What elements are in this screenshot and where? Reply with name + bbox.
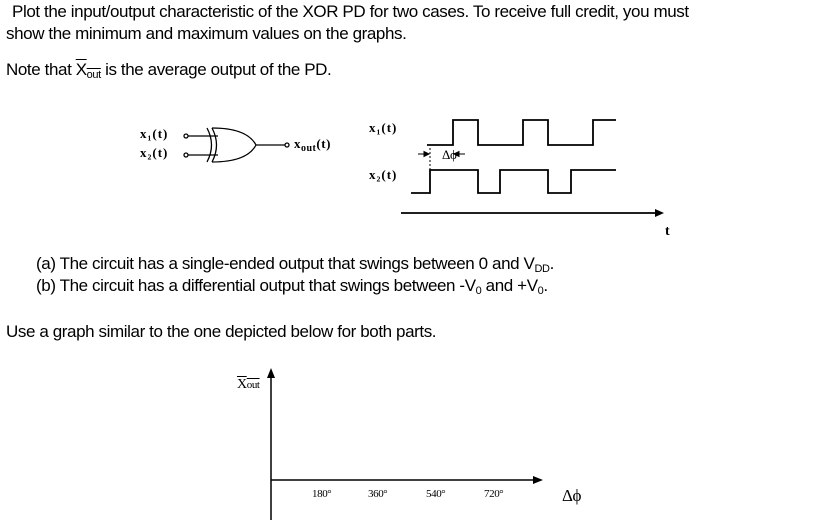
case-a: (a) The circuit has a single-ended output that swings between 0 and VDD. <box>36 254 554 275</box>
note-prefix: Note that <box>6 60 76 79</box>
circuit-output-label: $x_{out}(t)$ <box>294 136 331 154</box>
circuit-input-x2: x₂(t) <box>140 145 169 160</box>
graph-tick-540: 540° <box>426 488 446 500</box>
graph-tick-720: 720° <box>484 488 504 500</box>
case-b: (b) The circuit has a differential output that swings between -V0 and +V0. <box>36 276 548 297</box>
x1-waveform <box>427 120 616 145</box>
phase-delta-label: Δϕ <box>442 147 457 162</box>
problem-line-2: show the minimum and maximum values on the graphs. <box>6 24 407 43</box>
circuit-input-x1: x₁(t) <box>140 126 169 141</box>
xor-gate <box>184 128 289 162</box>
time-axis <box>401 209 664 217</box>
instruction-text: Use a graph similar to the one depicted below for both parts. <box>6 322 437 341</box>
time-axis-label: t <box>665 224 670 239</box>
graph-tick-180: 180° <box>312 488 332 500</box>
waveform-x1-label: x₁(t) <box>369 120 398 135</box>
xout-symbol: Xout <box>75 60 101 81</box>
graph-y-label: Xout <box>237 377 260 392</box>
waveform-x2-label: x₂(t) <box>369 167 398 182</box>
note-suffix: is the average output of the PD. <box>100 60 332 79</box>
graph-x-label: Δϕ <box>562 486 582 505</box>
x2-waveform <box>411 170 616 193</box>
problem-line-1: Plot the input/output characteristic of the XOR PD for two cases. To receive full credit, you must <box>12 2 689 21</box>
graph-tick-360: 360° <box>368 488 388 500</box>
